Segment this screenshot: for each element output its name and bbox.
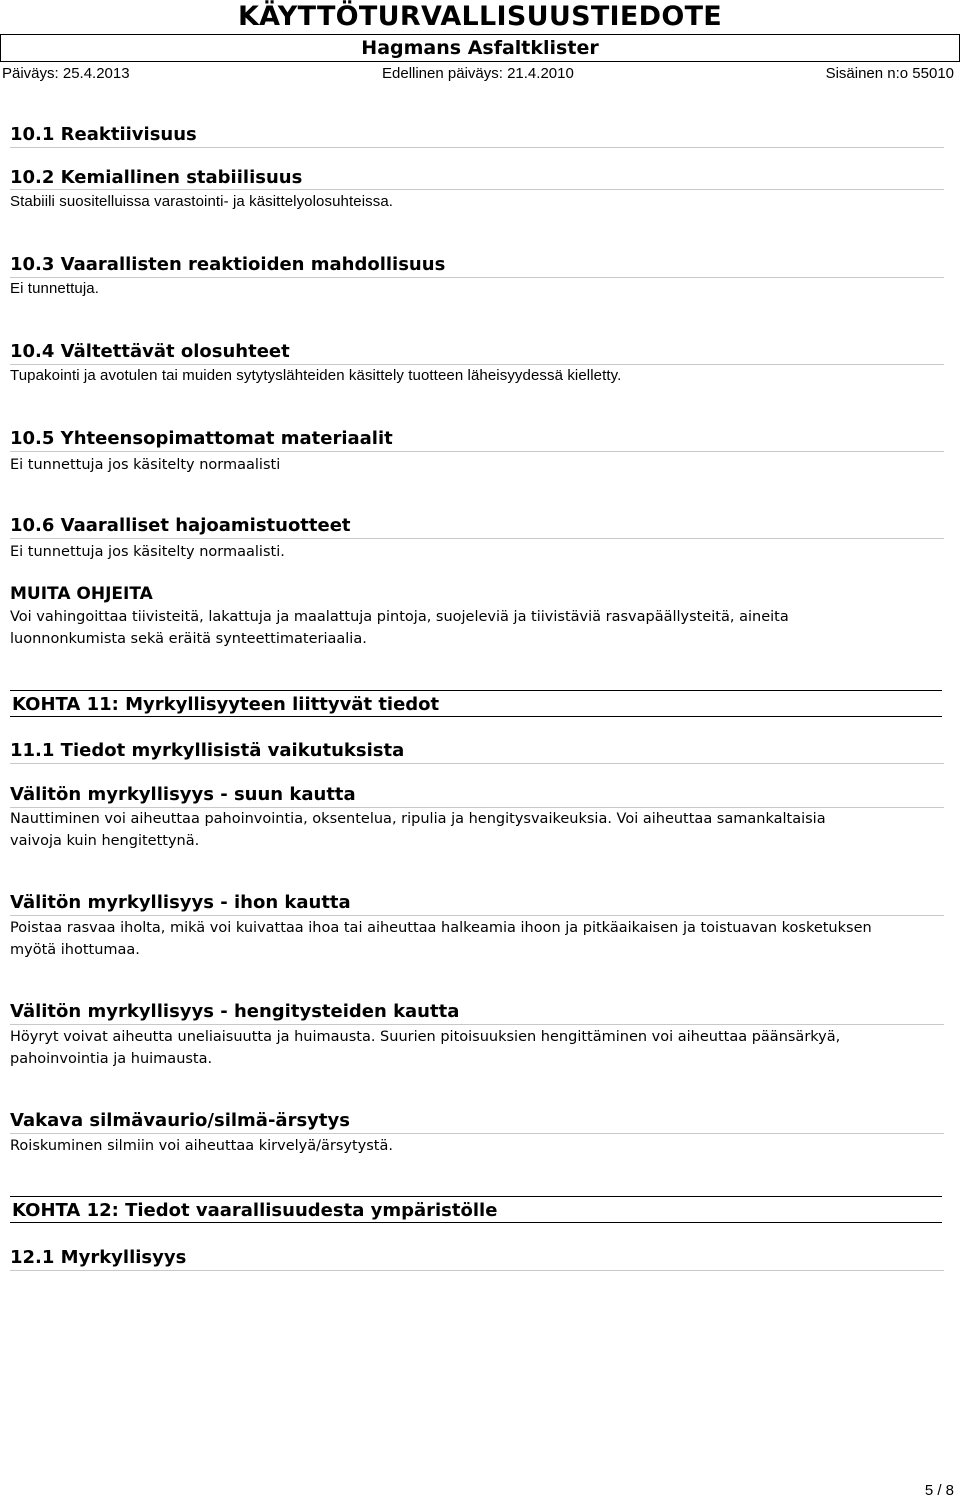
heading-silmavaurio: Vakava silmävaurio/silmä-ärsytys [10,1110,350,1131]
kohta-12-bottom-rule [10,1222,942,1223]
heading-hengitysteiden-kautta: Välitön myrkyllisyys - hengitysteiden kautta [10,1001,460,1022]
text-silmavaurio: Roiskuminen silmiin voi aiheuttaa kirvelyä/ärsytystä. [10,1138,393,1154]
text-10-2: Stabiili suositelluissa varastointi- ja käsittelyolosuhteissa. [10,193,394,210]
section-divider [10,147,944,148]
heading-10-1: 10.1 Reaktiivisuus [10,124,197,145]
text-ihon-line2: myötä ihottumaa. [10,942,140,958]
heading-11-1: 11.1 Tiedot myrkyllisistä vaikutuksista [10,740,405,761]
section-divider [10,1270,944,1271]
section-divider [10,1024,944,1025]
heading-10-2: 10.2 Kemiallinen stabiilisuus [10,167,303,188]
section-divider [10,538,944,539]
kohta-11-top-rule [10,690,942,691]
text-suun-line2: vaivoja kuin hengitettynä. [10,833,200,849]
section-divider [10,915,944,916]
text-10-4: Tupakointi ja avotulen tai muiden sytytyslähteiden käsittely tuotteen läheisyydessä kielletty. [10,367,622,384]
text-muita-line1: Voi vahingoittaa tiivisteitä, lakattuja ja maalattuja pintoja, suojeleviä ja tiivistäviä rasvapäällysteitä, aineita [10,609,789,625]
heading-10-3: 10.3 Vaarallisten reaktioiden mahdollisuus [10,254,446,275]
text-hengitys-line2: pahoinvointia ja huimausta. [10,1051,213,1067]
issue-date: Päiväys: 25.4.2013 [2,65,130,82]
heading-kohta-11: KOHTA 11: Myrkyllisyyteen liittyvät tiedot [12,694,440,715]
section-divider [10,763,944,764]
text-10-3: Ei tunnettuja. [10,280,99,297]
text-muita-line2: luonnonkumista sekä eräitä synteettimateriaalia. [10,631,367,647]
company-name: Hagmans Asfaltklister [361,37,599,59]
heading-10-5: 10.5 Yhteensopimattomat materiaalit [10,428,393,449]
heading-10-4: 10.4 Vältettävät olosuhteet [10,341,290,362]
text-ihon-line1: Poistaa rasvaa iholta, mikä voi kuivattaa ihoa tai aiheuttaa halkeamia ihoon ja pitkäaikaisen ja toistuavan kosketuksen [10,920,872,936]
heading-muita-ohjeita: MUITA OHJEITA [10,584,153,604]
text-10-5: Ei tunnettuja jos käsitelty normaalisti [10,457,281,473]
previous-date: Edellinen päiväys: 21.4.2010 [382,65,574,82]
kohta-11-bottom-rule [10,716,942,717]
heading-12-1: 12.1 Myrkyllisyys [10,1247,187,1268]
heading-10-6: 10.6 Vaaralliset hajoamistuotteet [10,515,351,536]
text-hengitys-line1: Höyryt voivat aiheutta uneliaisuutta ja huimausta. Suurien pitoisuuksien hengittäminen voi aiheuttaa päänsärkyä, [10,1029,841,1045]
page-number: 5 / 8 [924,1482,954,1499]
section-divider [10,451,944,452]
document-title: KÄYTTÖTURVALLISUUSTIEDOTE [237,1,723,32]
heading-suun-kautta: Välitön myrkyllisyys - suun kautta [10,784,356,805]
kohta-12-top-rule [10,1196,942,1197]
internal-number: Sisäinen n:o 55010 [825,65,954,82]
section-divider [10,1133,944,1134]
heading-ihon-kautta: Välitön myrkyllisyys - ihon kautta [10,892,351,913]
text-suun-line1: Nauttiminen voi aiheuttaa pahoinvointia, oksentelua, ripulia ja hengitysvaikeuksia. Voi aiheuttaa samankaltaisia [10,811,826,827]
heading-kohta-12: KOHTA 12: Tiedot vaarallisuudesta ympäristölle [12,1200,498,1221]
text-10-6: Ei tunnettuja jos käsitelty normaalisti. [10,544,285,560]
section-divider [10,189,944,190]
